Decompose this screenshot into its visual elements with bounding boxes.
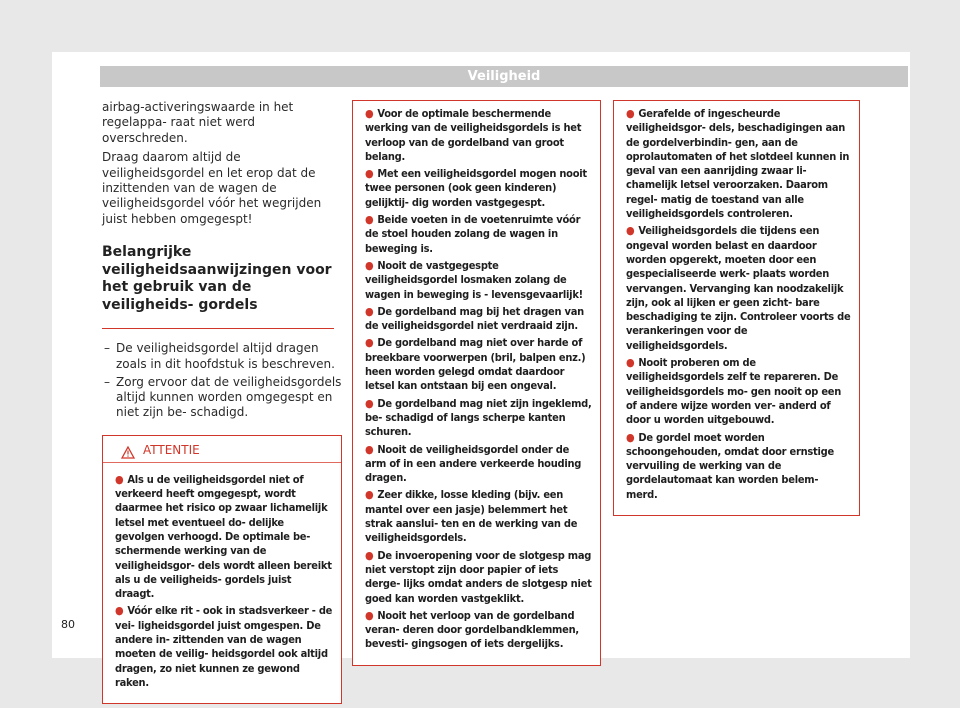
section-header: Veiligheid (100, 66, 908, 87)
bullet-dot: ● (115, 604, 124, 618)
warning-item: ● Gerafelde of ingescheurde veiligheidsgor- dels, beschadigingen aan de gordelverbindin- gen, aan de oprolautomaten of het slotdeel kunnen in geval van een aanrijding zwaar li- chamelijk letsel veroorzaken. Daarom regel- matig de toestand van alle veiligheidsgordels controleren. (626, 107, 850, 221)
warning-list (353, 107, 600, 652)
warning-item: ● Met een veiligheidsgordel mogen nooit twee personen (ook geen kinderen) gelijktij- dig worden vastgegespt. (365, 167, 587, 209)
warning-item: ● De gordelband mag bij het dragen van de veiligheidsgordel niet verdraaid zijn. (365, 304, 584, 333)
bullet-dot: ● (115, 472, 124, 486)
warning-item: ● De gordelband mag niet zijn ingeklemd, be- schadigd of langs scherpe kanten schuren. (365, 396, 592, 439)
warning-item: ● De invoeropening voor de slotgesp mag niet verstopt zijn door papier of iets derge- lijks omdat anders de slotgesp niet goed kan worden vastgeklikt. (365, 548, 592, 605)
warning-list (103, 473, 341, 690)
warning-header (103, 440, 341, 463)
warning-box-continued (613, 100, 860, 516)
warning-item: ● Nooit proberen om de veiligheidsgordels zelf te repareren. De veiligheidsgordels mo- gen nooit op een of andere wijze worden ver- anderd of door u worden uitgebouwd. (626, 356, 842, 427)
dash-item: – Zorg ervoor dat de veiligheidsgordels altijd kunnen worden omgegespt en niet zijn be- schadigd. (104, 374, 342, 420)
warning-label: ATTENTIE (143, 442, 200, 457)
section-title: Belangrijke veiligheidsaanwijzingen voor het gebruik van de veiligheids- gordels (102, 244, 332, 313)
page-number: 80 (61, 618, 75, 631)
paragraph-1: airbag-activeringswaarde in het regelappa- raat niet werd overschreden. (102, 100, 294, 145)
warning-item: ● Voor de optimale beschermende werking van de veiligheidsgordels is het verloop van de gordelband van groot belang. (365, 107, 582, 163)
dash-list (102, 341, 342, 420)
warning-list (614, 107, 859, 502)
warning-item: ● Veiligheidsgordels die tijdens een ongeval worden belast en daardoor worden opgerekt, moeten door een gespecialiseerde werk- plaats worden vervangen. Vervanging kan noodzakelijk zijn, ook al lijken er geen zicht- bare beschadiging te zijn. Controleer voorts de verankeringen voor de veiligheidsgordels. (626, 224, 851, 352)
warning-item: ● Zeer dikke, losse kleding (bijv. een mantel over een jasje) belemmert het strak aanslui- ten en de werking van de veiligheidsgordels. (365, 488, 578, 545)
manual-page (52, 52, 910, 689)
warning-item: ● De gordel moet worden schoongehouden, omdat door ernstige vervuiling de werking van de gordelautomaat kan worden belem- merd. (626, 430, 834, 501)
title-divider (102, 328, 334, 329)
warning-box-continued (352, 100, 601, 666)
warning-triangle-icon (121, 444, 135, 463)
warning-box (102, 435, 342, 704)
warning-item: ● Nooit de vastgegespte veiligheidsgordel losmaken zolang de wagen in beweging is - levensgevaarlijk! (365, 258, 583, 301)
paragraph-2: Draag daarom altijd de veiligheidsgordel en let erop dat de inzittenden van de wagen de veiligheidsgordel vóór het wegrijden juist hebben omgegespt! (102, 150, 322, 226)
warning-item: ● Nooit het verloop van de gordelband veran- deren door gordelbandklemmen, bevesti- gingsogen of iets dergelijks. (365, 608, 579, 651)
dash-item: – De veiligheidsgordel altijd dragen zoals in dit hoofdstuk is beschreven. (104, 341, 335, 371)
warning-item: ● Als u de veiligheidsgordel niet of verkeerd heeft omgegespt, wordt daarmee het risico op zwaar lichamelijk letsel met eventueel do- delijke gevolgen verhoogd. De optimale be- schermende werking van de veiligheidsgor- dels wordt alleen bereikt als u de veiligheids- gordels juist draagt. (115, 472, 332, 601)
warning-item: ● Vóór elke rit - ook in stadsverkeer - de vei- ligheidsgordel juist omgespen. De andere in- zittenden van de wagen moeten de veilig- heidsgordel ook altijd dragen, zo niet kunnen ze gewond raken. (115, 604, 333, 689)
warning-item: ● De gordelband mag niet over harde of breekbare voorwerpen (bril, balpen enz.) heen worden gelegd omdat daardoor letsel kan ontstaan bij een ongeval. (365, 336, 586, 393)
column-left (102, 100, 342, 704)
column-middle (352, 100, 601, 666)
warning-item: ● Nooit de veiligheidsgordel onder de arm of in een andere verkeerde houding dragen. (365, 442, 582, 485)
column-right (613, 100, 860, 516)
warning-item: ● Beide voeten in de voetenruimte vóór de stoel houden zolang de wagen in beweging is. (365, 213, 581, 255)
